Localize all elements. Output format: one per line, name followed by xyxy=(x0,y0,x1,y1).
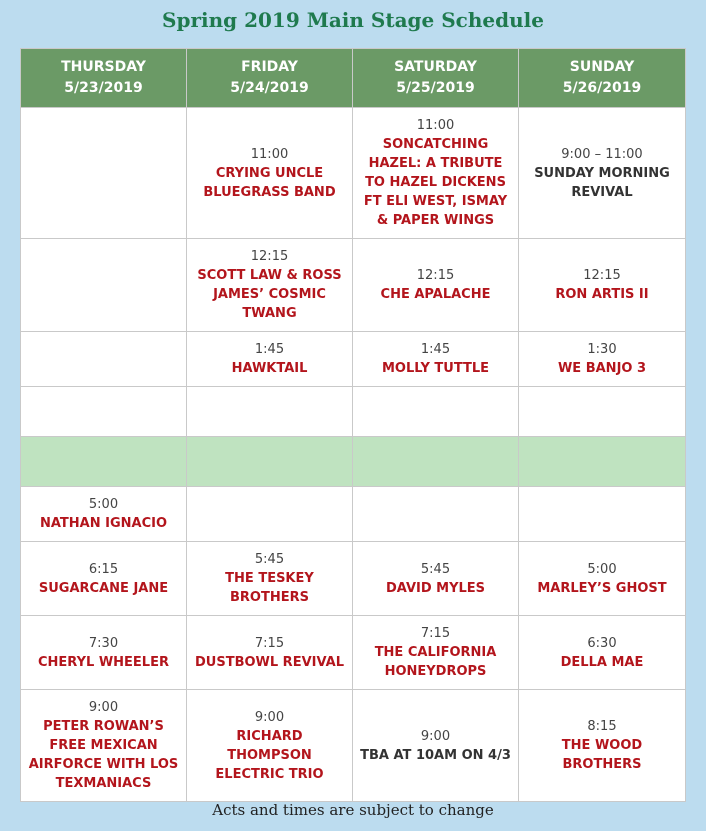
act-name: HAWKTAIL xyxy=(231,361,308,376)
break-cell xyxy=(519,437,686,487)
slot-time: 7:30 xyxy=(88,635,119,651)
slot-time: 12:15 xyxy=(250,249,289,264)
slot-sunday xyxy=(519,108,686,239)
act-name: CHE APALACHE xyxy=(380,287,491,302)
act-name: RON ARTIS II xyxy=(555,287,649,302)
slot-time: 5:45 xyxy=(420,561,451,577)
slot-time: 12:15 xyxy=(416,268,455,283)
act-name: RICHARD THOMPSON ELECTRIC TRIO xyxy=(215,728,324,782)
schedule-row xyxy=(21,487,686,542)
page-title: Spring 2019 Main Stage Schedule xyxy=(162,8,544,32)
slot-time: 5:00 xyxy=(587,561,617,577)
schedule-row xyxy=(21,542,686,616)
slot-time: 1:45 xyxy=(254,342,285,357)
schedule-row xyxy=(21,387,686,437)
act-name: NATHAN IGNACIO xyxy=(39,516,168,531)
slot-friday xyxy=(187,616,353,690)
day-name: THURSDAY xyxy=(61,59,146,75)
slot-time: 9:00 xyxy=(88,700,119,715)
slot-saturday xyxy=(353,239,519,332)
slot-thursday xyxy=(21,616,187,690)
slot-friday xyxy=(187,108,353,239)
slot-sunday xyxy=(519,332,686,387)
slot-saturday xyxy=(353,616,519,690)
act-name: DAVID MYLES xyxy=(385,580,486,596)
empty-slot xyxy=(21,332,187,387)
slot-sunday xyxy=(519,616,686,690)
day-name: SATURDAY xyxy=(394,59,477,75)
slot-sunday xyxy=(519,542,686,616)
slot-saturday xyxy=(353,690,519,802)
act-name: SCOTT LAW & ROSS JAMES’ COSMIC TWANG xyxy=(197,268,342,321)
slot-sunday xyxy=(519,690,686,802)
empty-slot xyxy=(353,387,519,437)
act-name: MOLLY TUTTLE xyxy=(381,361,490,376)
day-header-friday xyxy=(187,49,353,108)
act-name: PETER ROWAN’S FREE MEXICAN AIRFORCE WITH LOS TEXMANIACS xyxy=(28,719,179,791)
empty-slot xyxy=(353,487,519,542)
day-date: 5/24/2019 xyxy=(230,80,309,96)
break-cell xyxy=(353,437,519,487)
day-date: 5/25/2019 xyxy=(396,80,475,96)
slot-saturday xyxy=(353,332,519,387)
act-name: SONCATCHING HAZEL: A TRIBUTE TO HAZEL DICKENS FT ELI WEST, ISMAY & PAPER WINGS xyxy=(363,137,508,228)
act-name: THE WOOD BROTHERS xyxy=(561,738,643,772)
act-name: THE CALIFORNIA HONEYDROPS xyxy=(374,645,497,679)
slot-time: 8:15 xyxy=(587,719,617,734)
empty-slot xyxy=(519,387,686,437)
slot-time: 12:15 xyxy=(583,268,621,283)
schedule-row xyxy=(21,332,686,387)
act-name: CHERYL WHEELER xyxy=(38,654,169,670)
slot-time: 1:45 xyxy=(420,342,451,357)
slot-time: 5:00 xyxy=(88,497,119,512)
act-name: SUNDAY MORNING REVIVAL xyxy=(534,165,670,200)
day-name: FRIDAY xyxy=(241,59,298,75)
act-name: DELLA MAE xyxy=(560,654,644,670)
slot-sunday xyxy=(519,239,686,332)
day-header-sunday xyxy=(519,49,686,108)
empty-slot xyxy=(187,387,353,437)
slot-time: 7:15 xyxy=(420,626,451,641)
slot-time: 9:00 xyxy=(420,728,451,744)
day-name: SUNDAY xyxy=(569,59,635,75)
disclaimer-note: Acts and times are subject to change xyxy=(212,801,494,819)
slot-thursday xyxy=(21,690,187,802)
slot-time: 5:45 xyxy=(254,552,285,567)
slot-friday xyxy=(187,332,353,387)
day-date: 5/23/2019 xyxy=(64,80,143,96)
act-name: SUGARCANE JANE xyxy=(38,580,169,596)
schedule-row xyxy=(21,616,686,690)
slot-friday xyxy=(187,542,353,616)
break-row xyxy=(21,437,686,487)
empty-slot xyxy=(519,487,686,542)
schedule-row xyxy=(21,108,686,239)
schedule-row xyxy=(21,239,686,332)
slot-time: 9:00 xyxy=(254,709,285,725)
slot-friday xyxy=(187,239,353,332)
slot-time: 11:00 xyxy=(416,118,455,133)
slot-saturday xyxy=(353,542,519,616)
empty-slot xyxy=(21,239,187,332)
act-name: TBA AT 10AM ON 4/3 xyxy=(360,747,511,763)
empty-slot xyxy=(187,487,353,542)
day-header-saturday xyxy=(353,49,519,108)
slot-thursday xyxy=(21,542,187,616)
slot-time: 9:00 – 11:00 xyxy=(561,146,643,162)
slot-time: 7:15 xyxy=(254,635,285,651)
slot-saturday xyxy=(353,108,519,239)
day-date: 5/26/2019 xyxy=(562,80,642,96)
header-row xyxy=(21,49,686,108)
slot-time: 6:30 xyxy=(587,635,617,651)
act-name: MARLEY’S GHOST xyxy=(537,580,667,596)
act-name: THE TESKEY BROTHERS xyxy=(225,571,314,605)
schedule-row xyxy=(21,690,686,802)
day-header-thursday xyxy=(21,49,187,108)
break-cell xyxy=(21,437,187,487)
slot-thursday xyxy=(21,487,187,542)
act-name: CRYING UNCLE BLUEGRASS BAND xyxy=(203,165,336,200)
slot-friday xyxy=(187,690,353,802)
empty-slot xyxy=(21,387,187,437)
schedule-table xyxy=(20,48,686,802)
act-name: WE BANJO 3 xyxy=(557,361,647,376)
empty-slot xyxy=(21,108,187,239)
slot-time: 11:00 xyxy=(250,146,289,162)
break-cell xyxy=(187,437,353,487)
act-name: DUSTBOWL REVIVAL xyxy=(195,654,344,670)
slot-time: 1:30 xyxy=(587,342,617,357)
slot-time: 6:15 xyxy=(88,561,119,577)
